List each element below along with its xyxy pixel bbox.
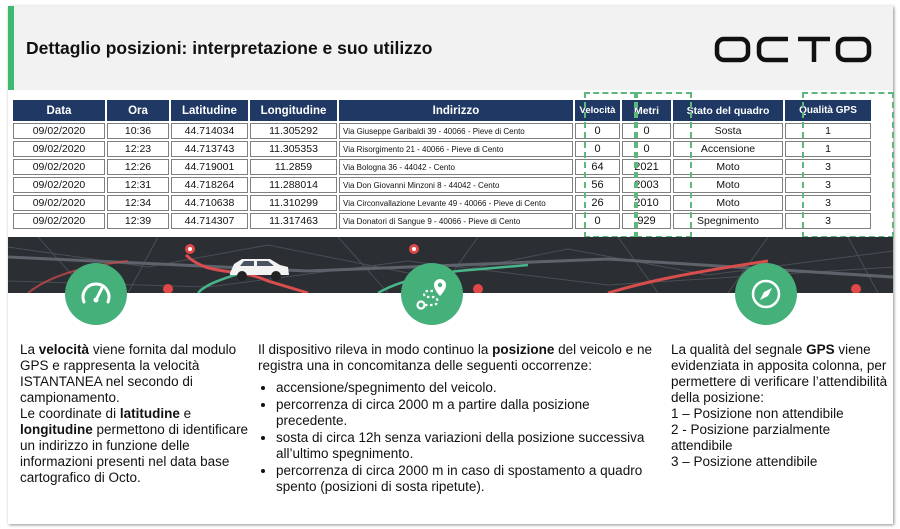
cell-indirizzo: Via Don Giovanni Minzoni 8 - 44042 - Cento <box>339 177 573 193</box>
compass-icon <box>735 263 797 325</box>
cell-qualita: 1 <box>785 123 871 139</box>
col-header-data: Data <box>13 100 105 121</box>
col-header-latitudine: Latitudine <box>171 100 248 121</box>
cell-stato: Sosta <box>673 123 783 139</box>
table-header-row <box>13 100 871 121</box>
cell-latitudine: 44.710638 <box>171 195 248 211</box>
cell-longitudine: 11.310299 <box>250 195 337 211</box>
list-item: • accensione/spegnimento del veicolo. <box>276 380 653 396</box>
cell-ora: 12:39 <box>107 213 169 229</box>
cell-velocita: 0 <box>575 123 620 139</box>
cell-longitudine: 11.2859 <box>250 159 337 175</box>
col-header-metri: Metri <box>622 100 671 121</box>
cell-longitudine: 11.305353 <box>250 141 337 157</box>
cell-ora: 10:36 <box>107 123 169 139</box>
speedometer-icon <box>65 263 127 325</box>
list-item: • percorrenza di circa 2000 m a partire dalla posizione precedente. <box>276 397 653 429</box>
cell-indirizzo: Via Bologna 36 - 44042 - Cento <box>339 159 573 175</box>
cell-data: 09/02/2020 <box>13 123 105 139</box>
octo-logo <box>714 36 872 64</box>
cell-ora: 12:26 <box>107 159 169 175</box>
table-row <box>13 141 871 157</box>
accent-bar <box>8 6 14 90</box>
cell-metri: 2003 <box>622 177 671 193</box>
gps-level-2: 2 - Posizione parzialmente attendibile <box>671 422 831 453</box>
cell-velocita: 64 <box>575 159 620 175</box>
cell-stato: Moto <box>673 177 783 193</box>
cell-velocita: 26 <box>575 195 620 211</box>
cell-stato: Moto <box>673 195 783 211</box>
page-title: Dettaglio posizioni: interpretazione e suo utilizzo <box>26 38 433 58</box>
cell-longitudine: 11.288014 <box>250 177 337 193</box>
cell-latitudine: 44.718264 <box>171 177 248 193</box>
cell-qualita: 3 <box>785 177 871 193</box>
velocita-highlight <box>584 92 636 238</box>
gps-level-1: 1 – Posizione non attendibile <box>671 406 844 421</box>
gps-level-3: 3 – Posizione attendibile <box>671 454 818 469</box>
cell-qualita: 3 <box>785 213 871 229</box>
table-row <box>13 177 871 193</box>
cell-indirizzo: Via Giuseppe Garibaldi 39 - 40066 - Pieve di Cento <box>339 123 573 139</box>
cell-velocita: 0 <box>575 213 620 229</box>
cell-ora: 12:23 <box>107 141 169 157</box>
table-row <box>13 195 871 211</box>
cell-latitudine: 44.714307 <box>171 213 248 229</box>
table-row <box>13 213 871 229</box>
col-header-velocita: Velocità <box>575 100 620 121</box>
cell-latitudine: 44.713743 <box>171 141 248 157</box>
list-item: • sosta di circa 12h senza variazioni della posizione successiva all’ultimo spegnimento. <box>276 430 653 462</box>
col-header-longitudine: Longitudine <box>250 100 337 121</box>
cell-qualita: 3 <box>785 159 871 175</box>
cell-metri: 929 <box>622 213 671 229</box>
cell-stato: Accensione <box>673 141 783 157</box>
cell-metri: 0 <box>622 141 671 157</box>
cell-longitudine: 11.305292 <box>250 123 337 139</box>
col-header-qualita: Qualità GPS <box>785 100 871 121</box>
metri-highlight <box>636 92 692 238</box>
cell-ora: 12:31 <box>107 177 169 193</box>
velocity-paragraph: La velocità viene fornita dal modulo GPS e rappresenta la velocità ISTANTANEA nel secondo di campionamento. <box>20 342 237 405</box>
col-header-stato: Stato del quadro <box>673 100 783 121</box>
cell-indirizzo: Via Risorgimento 21 - 40066 - Pieve di Cento <box>339 141 573 157</box>
velocity-description <box>20 342 250 486</box>
cell-metri: 2010 <box>622 195 671 211</box>
cell-longitudine: 11.317463 <box>250 213 337 229</box>
position-intro: Il dispositivo rileva in modo continuo la posizione del veicolo e ne registra una in concomitanza delle seguenti occorrenze: <box>258 342 652 373</box>
cell-indirizzo: Via Circonvallazione Levante 49 - 40066 - Pieve di Cento <box>339 195 573 211</box>
col-header-indirizzo: Indirizzo <box>339 100 573 121</box>
coordinates-paragraph: Le coordinate di latitudine e longitudine permettono di identificare un indirizzo in funzione delle informazioni presenti nel data base cartografico di Octo. <box>20 406 249 485</box>
table-row <box>13 159 871 175</box>
gps-intro: La qualità del segnale GPS viene evidenziata in apposita colonna, per permettere di verificare l’attendibilità della posizione: <box>671 342 888 405</box>
cell-latitudine: 44.719001 <box>171 159 248 175</box>
cell-metri: 2021 <box>622 159 671 175</box>
positions-table <box>11 98 873 231</box>
occurrence-list <box>258 380 653 495</box>
cell-qualita: 1 <box>785 141 871 157</box>
cell-data: 09/02/2020 <box>13 213 105 229</box>
cell-indirizzo: Via Donatori di Sangue 9 - 40066 - Pieve di Cento <box>339 213 573 229</box>
cell-stato: Moto <box>673 159 783 175</box>
col-header-ora: Ora <box>107 100 169 121</box>
route-pin-icon <box>401 263 463 325</box>
cell-data: 09/02/2020 <box>13 141 105 157</box>
header <box>8 6 893 90</box>
gps-description <box>671 342 889 470</box>
cell-data: 09/02/2020 <box>13 177 105 193</box>
position-description <box>258 342 653 496</box>
cell-latitudine: 44.714034 <box>171 123 248 139</box>
cell-qualita: 3 <box>785 195 871 211</box>
cell-velocita: 56 <box>575 177 620 193</box>
slide <box>8 6 893 524</box>
cell-ora: 12:34 <box>107 195 169 211</box>
qualita-gps-highlight <box>802 92 894 238</box>
list-item: • percorrenza di circa 2000 m in caso di spostamento a quadro spento (posizioni di sosta ripetute). <box>276 463 653 495</box>
cell-stato: Spegnimento <box>673 213 783 229</box>
cell-data: 09/02/2020 <box>13 159 105 175</box>
cell-metri: 0 <box>622 123 671 139</box>
table-row <box>13 123 871 139</box>
cell-data: 09/02/2020 <box>13 195 105 211</box>
cell-velocita: 0 <box>575 141 620 157</box>
